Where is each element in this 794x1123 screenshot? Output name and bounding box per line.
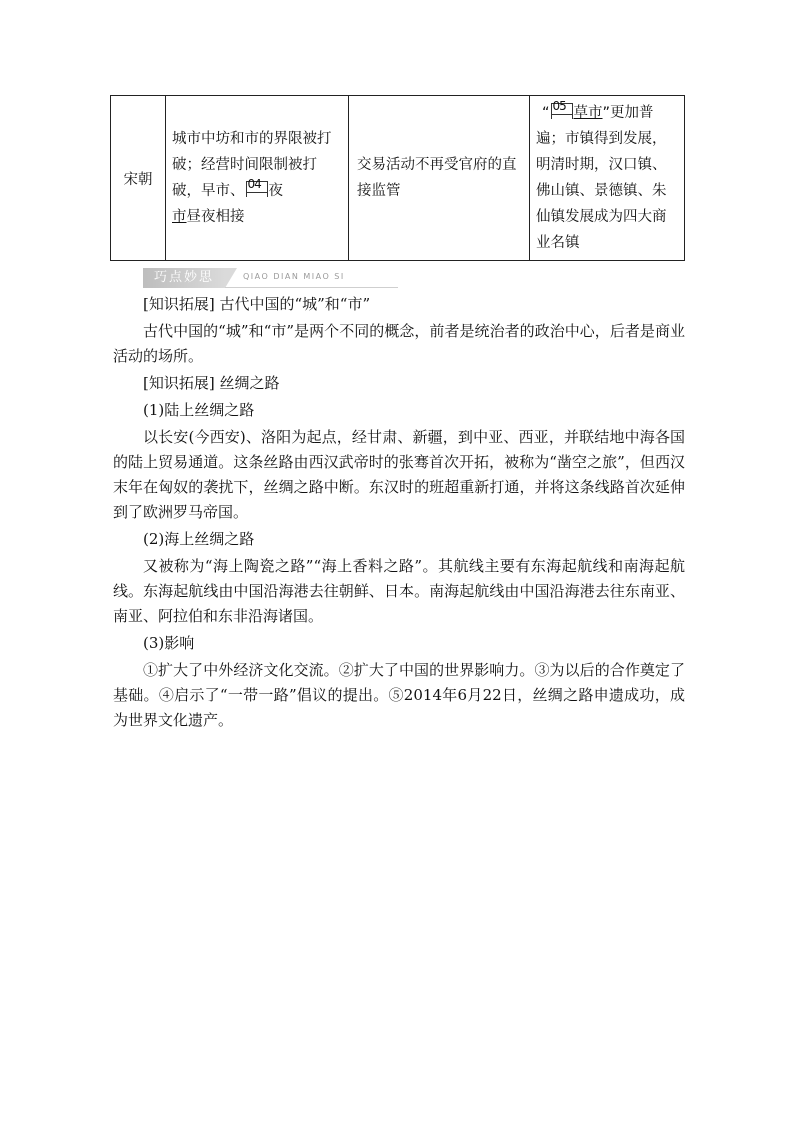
dynasty-cell: 宋朝 bbox=[111, 96, 166, 261]
land-body: 以长安(今西安)、洛阳为起点，经甘肃、新疆，到中亚、西亚，并联结地中海各国的陆上贸易通道。这条丝路由西汉武帝时的张骞首次开拓，被称为“凿空之旅”，但西汉末年在匈奴的袭扰下，丝绸之路中断。东汉时的班超重新打通，并将这条线路首次延伸到了欧洲罗马帝国。 bbox=[113, 428, 685, 521]
city-text-c: 市 bbox=[172, 209, 187, 225]
banner-pinyin: QIAO DIAN MIAO SI bbox=[243, 272, 345, 281]
impact-title: (3)影响 bbox=[143, 634, 195, 652]
answer-blank-04[interactable] bbox=[246, 177, 268, 197]
ext2-title: [知识拓展] 丝绸之路 bbox=[143, 374, 280, 392]
blank-number: 05 bbox=[552, 99, 566, 113]
history-table bbox=[110, 95, 685, 261]
city-text-a: 城市中坊和市的界限被打破；经营时间限制被打破，早市、 bbox=[172, 131, 332, 199]
trade-cell: 交易活动不再受官府的直接监管 bbox=[349, 96, 530, 261]
town-cell bbox=[530, 96, 685, 261]
sea-title: (2)海上丝绸之路 bbox=[143, 530, 255, 548]
banner-title: 巧点妙思 bbox=[143, 268, 225, 288]
city-change-cell bbox=[166, 96, 349, 261]
city-text-d: 昼夜相接 bbox=[186, 209, 245, 225]
city-text-b: 夜 bbox=[268, 183, 283, 199]
impact-body: ①扩大了中外经济文化交流。②扩大了中国的世界影响力。③为以后的合作奠定了基础。④启示了“一带一路”倡议的提出。⑤2014年6月22日，丝绸之路申遗成功，成为世界文化遗产。 bbox=[113, 661, 685, 729]
banner-slant bbox=[225, 268, 237, 288]
table-row bbox=[111, 96, 685, 261]
ext1-title: [知识拓展] 古代中国的“城”和“市” bbox=[143, 295, 371, 313]
banner-rule bbox=[225, 287, 398, 288]
town-text-c: ”更加普遍；市镇得到发展，明清时期，汉口镇、佛山镇、景德镇、朱仙镇发展成为四大商业名镇 bbox=[536, 105, 667, 251]
tips-banner bbox=[143, 268, 398, 288]
answer-blank-05[interactable] bbox=[551, 99, 573, 119]
sea-body: 又被称为“海上陶瓷之路”“海上香料之路”。其航线主要有东海起航线和南海起航线。东海起航线由中国沿海港去往朝鲜、日本。南海起航线由中国沿海港去往东南亚、南亚、阿拉伯和东非沿海诸国。 bbox=[113, 557, 685, 625]
ext1-body: 古代中国的“城”和“市”是两个不同的概念，前者是统治者的政治中心，后者是商业活动的场所。 bbox=[113, 322, 685, 365]
content-body bbox=[113, 292, 685, 735]
town-text-a: “ bbox=[542, 105, 550, 121]
land-title: (1)陆上丝绸之路 bbox=[143, 401, 255, 419]
blank-number: 04 bbox=[247, 177, 261, 191]
town-text-b: 草市 bbox=[573, 105, 603, 121]
